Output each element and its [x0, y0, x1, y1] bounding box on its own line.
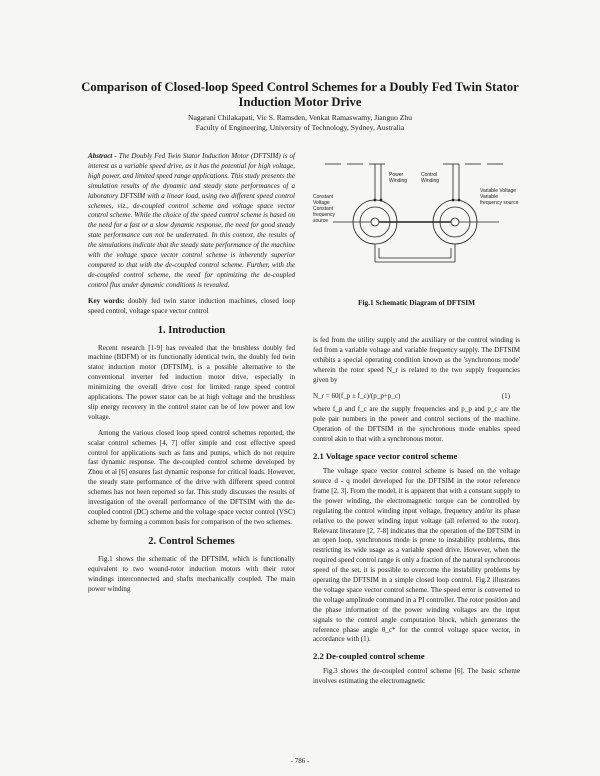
- section-2-heading: 2. Control Schemes: [148, 535, 235, 547]
- abstract-text: The Doubly Fed Twin Stator Induction Motor (DFTSIM) is of interest as a variable speed drive, as it has the potential for high voltage, high power, and limited speed range applications. This study presents the simulation results of the dynamic and steady state performances of a laboratory DFTSIM with a linear load, using two different speed control schemes, viz., de-coupled control scheme and voltage space vector control scheme. While the choice of the speed control scheme is based on the need for a fast or a slow dynamic response, the need for good steady state performance can not be underrated. In this context, the results of the simulations indicate that the steady state performance of the machine with the voltage space vector control scheme is inherently superior compared to that with the de-coupled control scheme. Further, with the de-coupled control scheme, the need for optimizing the de-coupled control flux under dynamic conditions is revealed.: [88, 152, 296, 289]
- right-paragraph-1: is fed from the utility supply and the auxiliary or the control winding is fed from a variable voltage and variable frequency supply. The DFTSIM exhibits a special operating condition known as the 'synchronous mode' wherein the rotor speed N_r is related to the two supply frequencies given by: [313, 336, 520, 384]
- section-2-2-heading: 2.2 De-coupled control scheme: [313, 651, 425, 662]
- abstract-lead: Abstract -: [88, 152, 117, 160]
- author-block: [60, 113, 540, 133]
- paper-title: Comparison of Closed-loop Speed Control Schemes for a Doubly Fed Twin Stator Induction Motor Drive: [81, 80, 519, 109]
- keywords-text: doubly fed twin stator induction machines, closed loop speed control, voltage space vector control: [88, 296, 295, 315]
- constant-supply-label: Constant Voltage Constant frequency source: [313, 194, 335, 224]
- affiliation: Faculty of Engineering, University of Technology, Sydney, Australia: [195, 123, 405, 132]
- intro-paragraph-1: Recent research [1-9] has revealed that the brushless doubly fed machine (BDFM) or its functionally identical twin, the doubly fed twin stator induction motor (DFTSIM), is a possible alternative to the conventional inverter fed induction motor drive, especially in minimizing the overall drive cost for limited range speed control applications. The power stator can be at high voltage and the brushless slip energy recovery in the control stator can be of low power and low voltage.: [88, 343, 295, 421]
- vsc-paragraph: The voltage space vector control scheme is based on the voltage source d - q model developed for the DFTSIM in the rotor reference frame [2, 3]. From the model, it is apparent that with a constant supply to the power winding, the electromagnetic torque can be controlled by regulating the control winding input voltage, frequency and/or its phase relative to the power winding input voltage (all referred to the rotor). Relevant literature [2, 7-8] indicates that the operation of the DFTSIM in an open loop, synchronous mode is prone to instability problems, thus restricting its wide usage as a variable speed drive. However, when the required speed control range is only a fraction of the natural synchronous speed of the set, it is possible to overcome the instability problems by operating the DFTSIM in a simple closed loop control. Fig.2 illustrates the voltage space vector control scheme. The speed error is converted to the voltage amplitude command in a PI controller. The rotor position and the phase information of the power winding voltages are the input signals to the control angle computation block, which generates the reference phase angle θ_c* for the control voltage space vector, in accordance with (1).: [313, 467, 520, 644]
- authors: Nagarani Chilakapati, Vic S. Ramsden, Venkat Ramaswamy, Jianguo Zhu: [187, 113, 412, 122]
- dc-paragraph: Fig.3 shows the de-coupled control scheme [6]. The basic scheme involves estimating the electromagnetic: [313, 667, 520, 686]
- abstract: [88, 152, 295, 291]
- variable-supply-label: Variable Voltage Variable frequency source: [480, 188, 519, 206]
- left-column: [88, 152, 295, 600]
- equation-text: N_r = 60(f_p ± f_c)/(p_p+p_c): [313, 391, 401, 400]
- keywords: [88, 297, 295, 317]
- power-winding-label: Power Winding: [389, 172, 408, 184]
- keywords-label: Key words:: [88, 296, 125, 305]
- page-number: - 786 -: [290, 757, 310, 765]
- equation-number: (1): [501, 391, 510, 400]
- section-2-1-heading: 2.1 Voltage space vector control scheme: [313, 451, 458, 462]
- dftsim-schematic: [313, 150, 520, 298]
- figure-1-caption: Fig.1 Schematic Diagram of DFTSIM: [358, 298, 475, 307]
- right-column: [313, 336, 520, 693]
- control-schemes-paragraph-1: Fig.1 shows the schematic of the DFTSIM, which is functionally equivalent to two wound-rotor induction motors with their rotor windings interconnected and shafts mechanically coupled. The main power winding: [88, 554, 295, 593]
- section-1-heading: 1. Introduction: [157, 324, 226, 336]
- control-winding-label: Control Winding: [421, 172, 440, 184]
- figure-1: [313, 150, 520, 298]
- right-paragraph-2: where f_p and f_c are the supply frequencies and p_p and p_c are the pole pair numbers in the power and control sections of the machine. Operation of the DFTSIM in the synchronous mode enables speed control akin to that with a synchronous motor.: [313, 405, 520, 444]
- intro-paragraph-2: Among the various closed loop speed control schemes reported, the scalar control schemes [4, 7] offer simple and cost effective speed control for applications such as fans and pumps, which do not require fast dynamic response. The de-coupled control scheme developed by Zhou et al [6] ensures fast dynamic response for critical loads. However, the steady state performance of the drive with different speed control schemes has not been reported so far. This study discusses the results of investigation of the overall performance of the DFTSIM with the de-coupled control (DC) scheme and the voltage space vector control (VSC) scheme by forming a common basis for comparison of the two schemes.: [88, 428, 295, 526]
- equation-1: [313, 392, 520, 402]
